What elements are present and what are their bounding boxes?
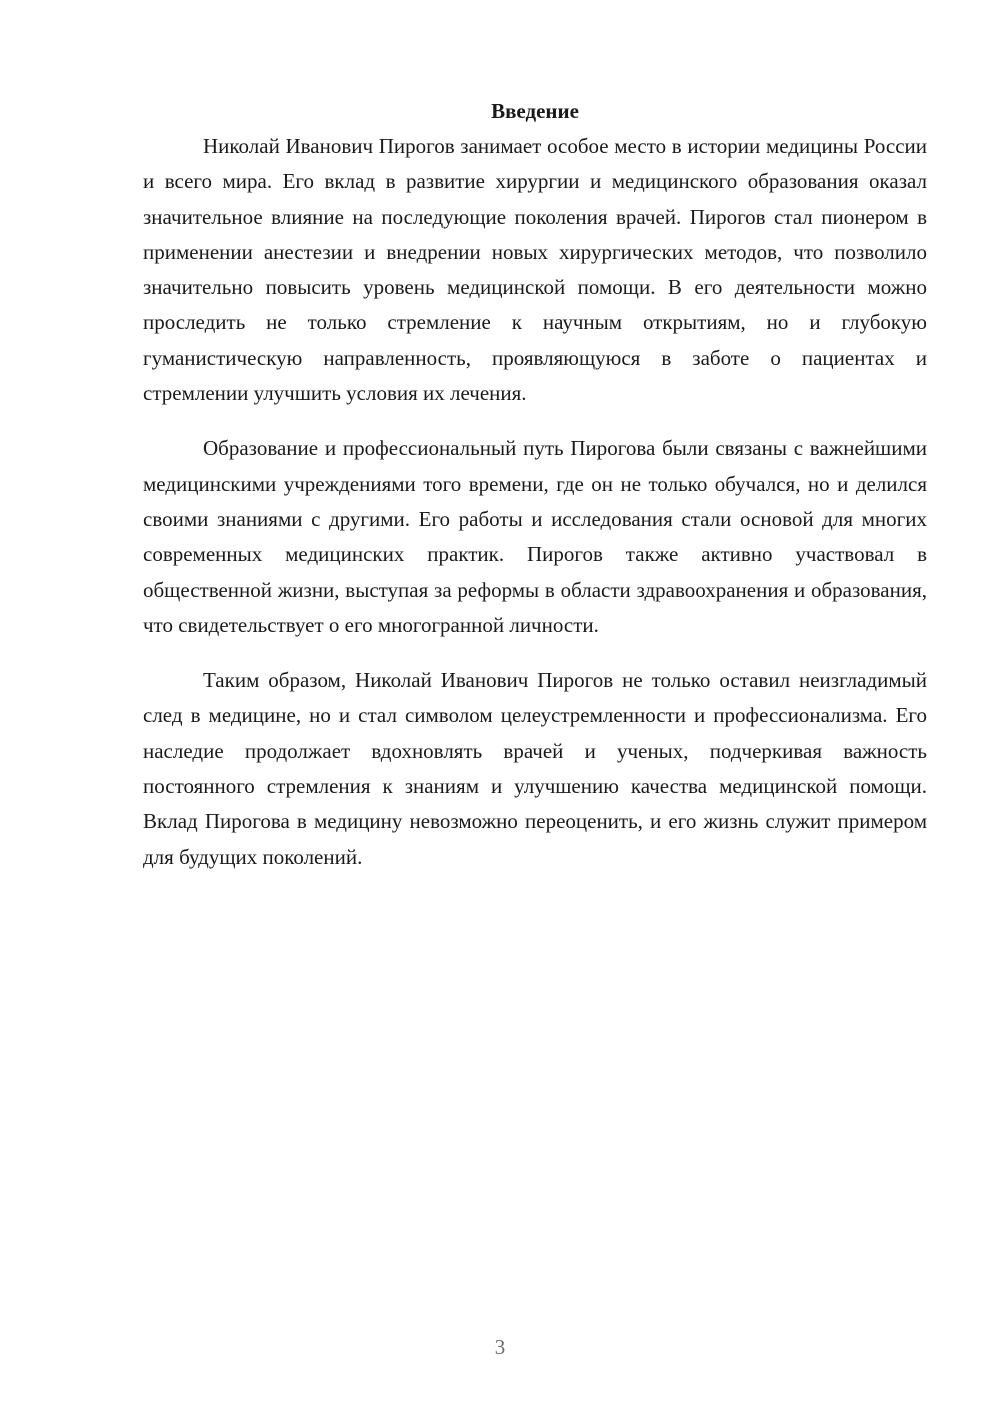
paragraph-1: Николай Иванович Пирогов занимает особое место в истории медицины России и всего мира. Его вклад в развитие хирургии и медицинского образования оказал значительное влияние на последующие поколения врачей. Пирогов стал пионером в применении анестезии и внедрении новых хирургических методов, что позволило значительно повысить уровень медицинской помощи. В его деятельности можно проследить не только стремление к научным открытиям, но и глубокую гуманистическую направленность, проявляющуюся в заботе о пациентах и стремлении улучшить условия их лечения.	[143, 134, 927, 406]
page-content	[143, 96, 927, 895]
paragraph-2: Образование и профессиональный путь Пирогова были связаны с важнейшими медицинскими учреждениями того времени, где он не только обучался, но и делился своими знаниями с другими. Его работы и исследования стали основой для многих современных медицинских практик. Пирогов также активно участвовал в общественной жизни, выступая за реформы в области здравоохранения и образования, что свидетельствует о его многогранной личности.	[143, 436, 927, 637]
section-heading: Введение	[491, 99, 579, 123]
paragraph-3: Таким образом, Николай Иванович Пирогов не только оставил неизгладимый след в медицине, но и стал символом целеустремленности и профессионализма. Его наследие продолжает вдохновлять врачей и ученых, подчеркивая важность постоянного стремления к знаниям и улучшению качества медицинской помощи. Вклад Пирогова в медицину невозможно переоценить, и его жизнь служит примером для будущих поколений.	[143, 668, 927, 869]
page-number: 3	[494, 1335, 506, 1359]
